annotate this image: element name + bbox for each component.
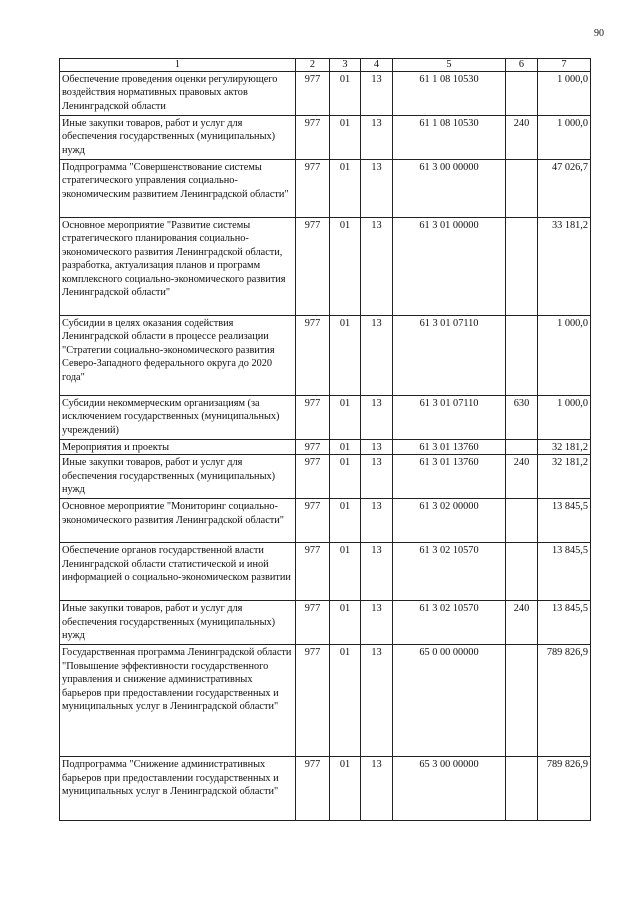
row-grbs-code: 977 [296,757,330,821]
table-row [60,116,591,160]
row-amount: 13 845,5 [538,499,591,543]
row-grbs-code: 977 [296,601,330,645]
row-target-article: 65 0 00 00000 [393,645,506,757]
row-amount: 789 826,9 [538,645,591,757]
row-expense-type [506,543,538,601]
row-expense-type [506,645,538,757]
budget-table [59,58,591,821]
row-name: Государственная программа Ленинградской области "Повышение эффективности государственного управления и снижение административных барьеров при предоставлении государственных и муниципальных услуг в Ленинградской области" [60,645,296,757]
table-row [60,440,591,455]
row-target-article: 61 1 08 10530 [393,116,506,160]
row-name: Основное мероприятие "Мониторинг социально-экономического развития Ленинградской области" [60,499,296,543]
row-amount: 33 181,2 [538,218,591,316]
row-subsection-code: 13 [361,396,393,440]
row-expense-type [506,72,538,116]
row-target-article: 61 3 01 00000 [393,218,506,316]
row-amount: 47 026,7 [538,160,591,218]
row-name: Субсидии некоммерческим организациям (за исключением государственных (муниципальных) учреждений) [60,396,296,440]
table-row [60,645,591,757]
row-section-code: 01 [330,316,361,396]
row-grbs-code: 977 [296,116,330,160]
row-subsection-code: 13 [361,645,393,757]
row-target-article: 61 3 01 07110 [393,316,506,396]
header-col-2: 2 [296,59,330,72]
header-col-5: 5 [393,59,506,72]
row-grbs-code: 977 [296,499,330,543]
row-target-article: 61 3 01 13760 [393,455,506,499]
row-target-article: 61 3 02 10570 [393,543,506,601]
header-col-3: 3 [330,59,361,72]
header-row [60,59,591,72]
row-name: Основное мероприятие "Развитие системы стратегического планирования социально-экономического развития Ленинградской области, разработка, актуализация планов и программ комплексного социально-экономического развития Ленинградской области" [60,218,296,316]
row-grbs-code: 977 [296,396,330,440]
row-target-article: 61 3 00 00000 [393,160,506,218]
table-row [60,160,591,218]
table-row [60,543,591,601]
row-section-code: 01 [330,757,361,821]
header-col-6: 6 [506,59,538,72]
row-section-code: 01 [330,396,361,440]
row-grbs-code: 977 [296,160,330,218]
row-amount: 13 845,5 [538,601,591,645]
row-expense-type: 630 [506,396,538,440]
table-row [60,218,591,316]
table-row [60,455,591,499]
table-row [60,601,591,645]
row-subsection-code: 13 [361,316,393,396]
row-target-article: 61 3 01 13760 [393,440,506,455]
row-subsection-code: 13 [361,440,393,455]
row-expense-type [506,499,538,543]
row-amount: 13 845,5 [538,543,591,601]
row-section-code: 01 [330,440,361,455]
row-grbs-code: 977 [296,218,330,316]
row-subsection-code: 13 [361,160,393,218]
row-target-article: 61 3 01 07110 [393,396,506,440]
row-subsection-code: 13 [361,455,393,499]
row-name: Мероприятия и проекты [60,440,296,455]
row-section-code: 01 [330,116,361,160]
row-subsection-code: 13 [361,543,393,601]
row-section-code: 01 [330,72,361,116]
row-amount: 1 000,0 [538,72,591,116]
row-name: Обеспечение проведения оценки регулирующего воздействия нормативных правовых актов Ленинградской области [60,72,296,116]
header-col-4: 4 [361,59,393,72]
row-amount: 32 181,2 [538,440,591,455]
row-amount: 1 000,0 [538,116,591,160]
row-grbs-code: 977 [296,316,330,396]
row-target-article: 61 1 08 10530 [393,72,506,116]
row-amount: 32 181,2 [538,455,591,499]
row-expense-type [506,440,538,455]
row-target-article: 61 3 02 00000 [393,499,506,543]
row-amount: 1 000,0 [538,396,591,440]
row-section-code: 01 [330,645,361,757]
row-expense-type: 240 [506,116,538,160]
row-subsection-code: 13 [361,116,393,160]
row-expense-type [506,218,538,316]
row-name: Иные закупки товаров, работ и услуг для обеспечения государственных (муниципальных) нужд [60,455,296,499]
row-amount: 789 826,9 [538,757,591,821]
row-section-code: 01 [330,455,361,499]
row-section-code: 01 [330,601,361,645]
row-section-code: 01 [330,160,361,218]
row-name: Обеспечение органов государственной власти Ленинградской области статистической и иной информацией о социально-экономическом развитии [60,543,296,601]
row-section-code: 01 [330,543,361,601]
row-name: Иные закупки товаров, работ и услуг для обеспечения государственных (муниципальных) нужд [60,601,296,645]
table-row [60,396,591,440]
row-target-article: 65 3 00 00000 [393,757,506,821]
row-name: Субсидии в целях оказания содействия Ленинградской области в процессе реализации "Стратегии социально-экономического развития Северо-Западного федерального округа до 2020 года" [60,316,296,396]
row-expense-type: 240 [506,455,538,499]
row-subsection-code: 13 [361,499,393,543]
header-col-1: 1 [60,59,296,72]
row-expense-type [506,160,538,218]
row-grbs-code: 977 [296,72,330,116]
header-col-7: 7 [538,59,591,72]
row-grbs-code: 977 [296,455,330,499]
row-subsection-code: 13 [361,218,393,316]
row-subsection-code: 13 [361,601,393,645]
row-target-article: 61 3 02 10570 [393,601,506,645]
table-row [60,72,591,116]
row-subsection-code: 13 [361,757,393,821]
row-grbs-code: 977 [296,645,330,757]
table-row [60,316,591,396]
table-row [60,757,591,821]
row-amount: 1 000,0 [538,316,591,396]
row-expense-type [506,316,538,396]
row-name: Подпрограмма "Совершенствование системы стратегического управления социально-экономическим развитием Ленинградской области" [60,160,296,218]
row-name: Иные закупки товаров, работ и услуг для обеспечения государственных (муниципальных) нужд [60,116,296,160]
row-subsection-code: 13 [361,72,393,116]
row-grbs-code: 977 [296,543,330,601]
row-grbs-code: 977 [296,440,330,455]
table-row [60,499,591,543]
page-number: 90 [594,28,604,39]
row-section-code: 01 [330,499,361,543]
row-name: Подпрограмма "Снижение административных барьеров при предоставлении государственных и муниципальных услуг в Ленинградской области" [60,757,296,821]
row-expense-type: 240 [506,601,538,645]
row-section-code: 01 [330,218,361,316]
row-expense-type [506,757,538,821]
